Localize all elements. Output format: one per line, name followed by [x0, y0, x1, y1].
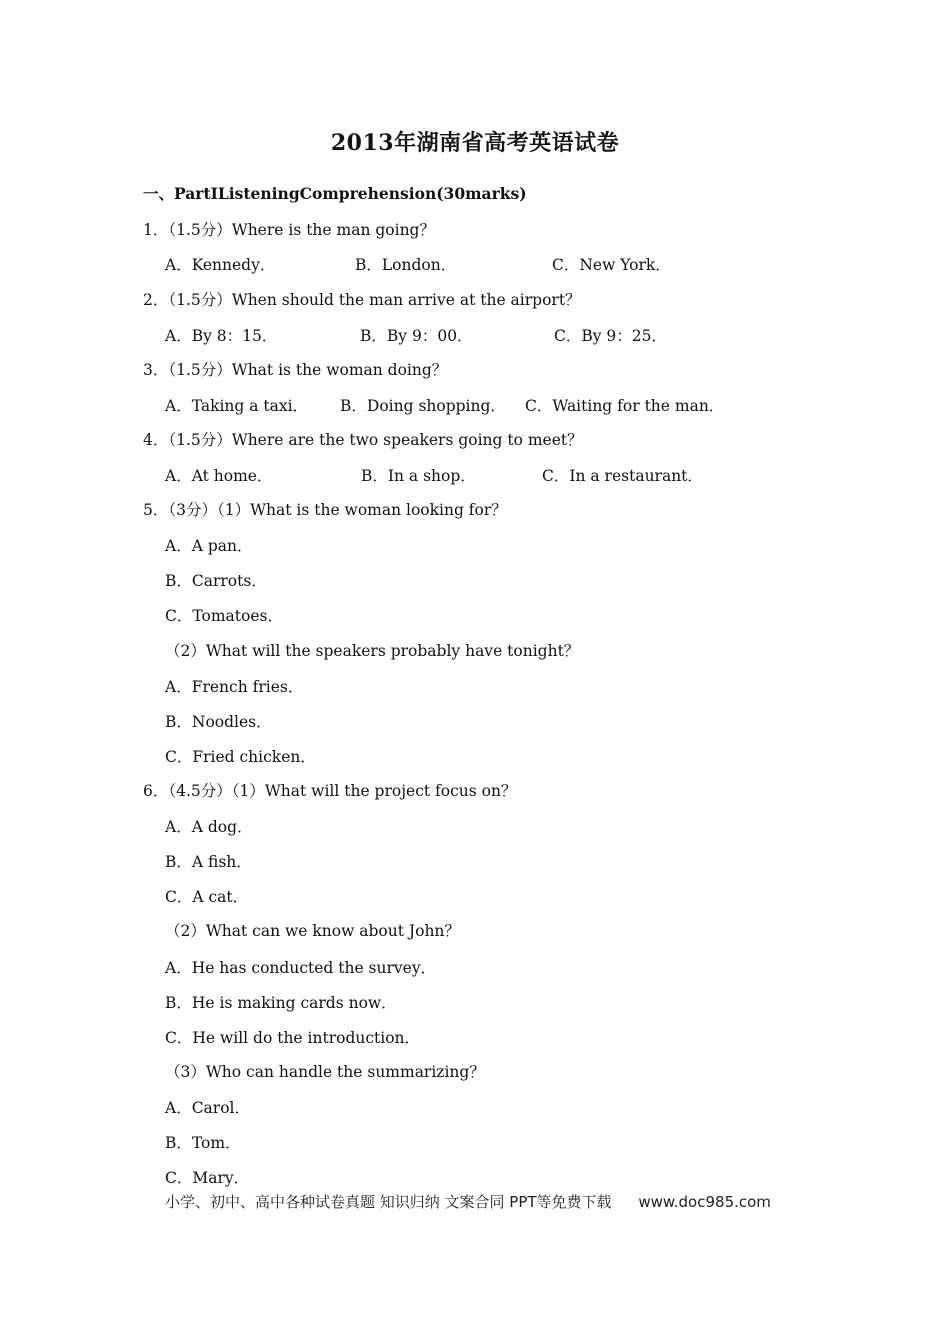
option-c: C．He will do the introduction． — [165, 1029, 421, 1047]
option-b: B．Carrots． — [165, 572, 267, 590]
sub-question-stem: （3）Who can handle the summarizing？ — [165, 1063, 485, 1081]
option-c: C．Fried chicken． — [165, 748, 316, 766]
question-stem: 6．（4.5分）（1）What will the project focus on？ — [143, 782, 517, 800]
option-b: B．Tom． — [165, 1134, 241, 1152]
option-c: C．Waiting for the man． — [525, 397, 725, 415]
option-c: C．By 9：25． — [554, 327, 668, 345]
option-c: C．New York． — [552, 256, 671, 274]
option-c: C．Tomatoes． — [165, 607, 283, 625]
footer-text: 小学、初中、高中各种试卷真题 知识归纳 文案合同 PPT等免费下载 — [165, 1193, 612, 1211]
option-c: C．In a restaurant． — [542, 467, 703, 485]
section-heading: 一、PartIListeningComprehension(30marks) — [143, 184, 527, 203]
footer-site-link[interactable]: www.doc985.com — [638, 1193, 771, 1211]
option-b: B．By 9：00． — [360, 327, 473, 345]
sub-question-stem: （2）What can we know about John？ — [165, 922, 460, 940]
footer — [165, 1191, 771, 1212]
option-a: A．A dog． — [165, 818, 253, 836]
option-a: A．He has conducted the survey． — [165, 959, 437, 977]
question-stem: 4．（1.5分）Where are the two speakers going to meet？ — [143, 431, 583, 449]
question-stem: 2．（1.5分）When should the man arrive at the airport？ — [143, 291, 581, 309]
page-title: 2013年湖南省高考英语试卷 — [330, 130, 620, 156]
option-a: A．French fries． — [165, 678, 304, 696]
option-c: C．A cat． — [165, 888, 249, 906]
option-b: B．A fish． — [165, 853, 252, 871]
sub-question-stem: （2）What will the speakers probably have tonight？ — [165, 642, 580, 660]
option-a: A．Carol． — [165, 1099, 250, 1117]
option-c: C．Mary． — [165, 1169, 250, 1187]
question-stem: 1．（1.5分）Where is the man going？ — [143, 221, 435, 239]
option-b: B．In a shop． — [361, 467, 476, 485]
option-a: A．A pan． — [165, 537, 253, 555]
option-a: A．Taking a taxi． — [165, 397, 309, 415]
option-b: B．Noodles． — [165, 713, 272, 731]
question-stem: 3．（1.5分）What is the woman doing？ — [143, 361, 448, 379]
option-a: A．Kennedy． — [165, 256, 276, 274]
option-b: B．London． — [355, 256, 457, 274]
question-stem: 5．（3分）（1）What is the woman looking for？ — [143, 501, 507, 519]
option-a: A．At home． — [165, 467, 273, 485]
option-a: A．By 8：15． — [165, 327, 278, 345]
option-b: B．He is making cards now． — [165, 994, 397, 1012]
option-b: B．Doing shopping． — [340, 397, 506, 415]
